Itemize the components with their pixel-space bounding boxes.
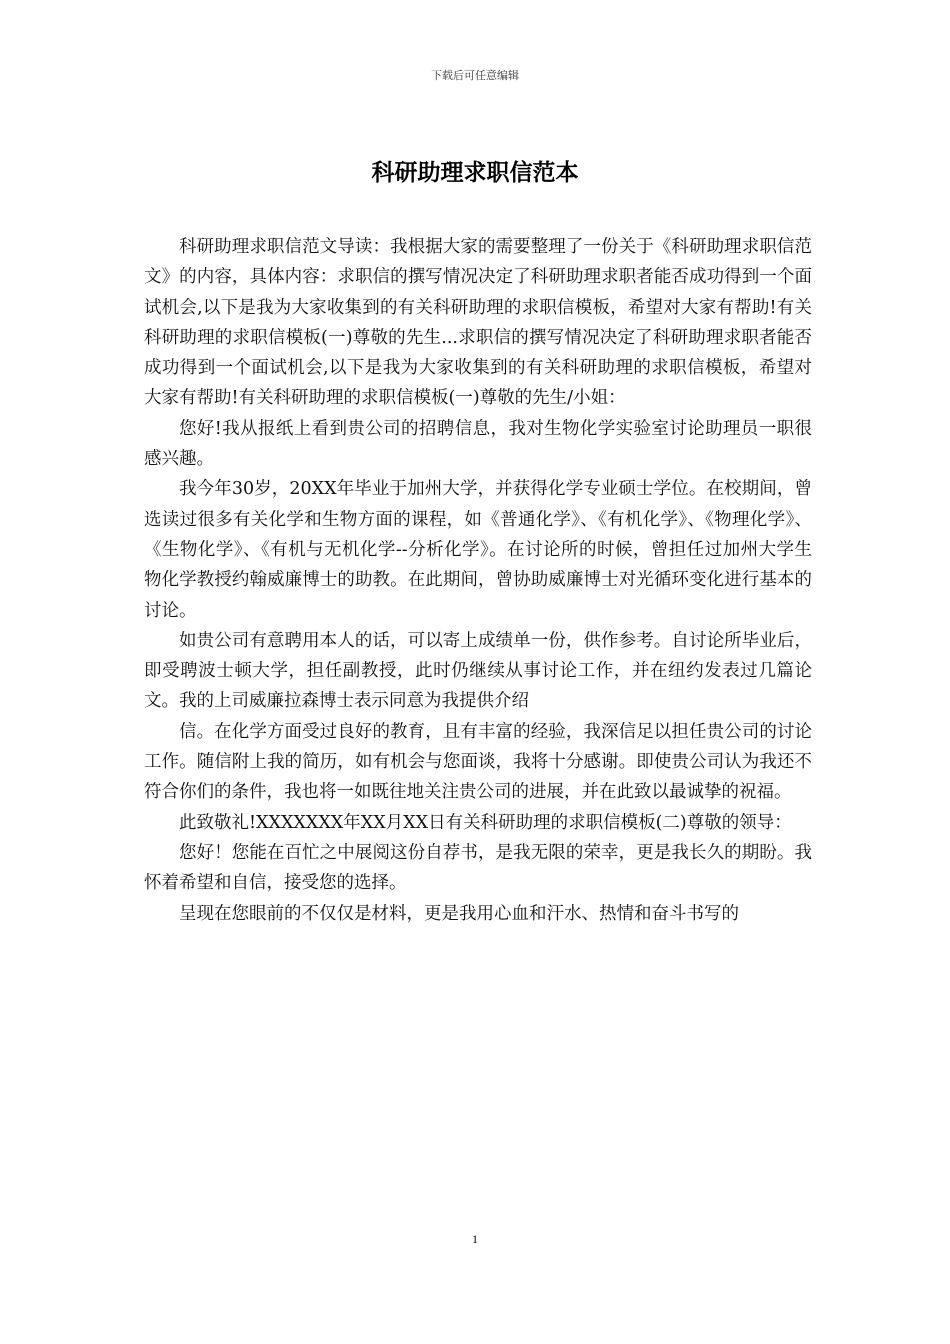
paragraph-salutation: 此致敬礼!XXXXXXX年XX月XX日有关科研助理的求职信模板(二)尊敬的领导： [179,812,792,833]
document-body [144,232,812,929]
paragraph-greeting: 您好!我从报纸上看到贵公司的招聘信息，我对生物化学实验室讨论助理员一职很感兴趣。 [144,418,812,470]
page-number: 1 [472,1232,478,1246]
paragraph-continuation: 呈现在您眼前的不仅仅是材料，更是我用心血和汗水、热情和奋斗书写的 [179,903,739,924]
document-title: 科研助理求职信范本 [371,160,579,186]
paragraph-background: 我今年30岁，20XX年毕业于加州大学，并获得化学专业硕士学位。在校期间，曾选读过很多有关化学和生物方面的课程，如《普通化学》、《有机化学》、《物理化学》、《生物化学》、《有机与无机化学--分析化学》。在讨论所的时候，曾担任过加州大学生物化学教授约翰威廉博士的助教。在此期间，曾协助威廉博士对光循环变化进行基本的讨论。 [144,479,812,621]
header-note: 下载后可任意编辑 [431,69,519,82]
paragraph-experience: 如贵公司有意聘用本人的话，可以寄上成绩单一份，供作参考。自讨论所毕业后，即受聘波士顿大学，担任副教授，此时仍继续从事讨论工作，并在纽约发表过几篇论文。我的上司威廉拉森博士表示同意为我提供介绍 [144,630,812,712]
paragraph-intro: 科研助理求职信范文导读：我根据大家的需要整理了一份关于《科研助理求职信范文》的内容，具体内容：求职信的撰写情况决定了科研助理求职者能否成功得到一个面试机会,以下是我为大家收集到的有关科研助理的求职信模板，希望对大家有帮助!有关科研助理的求职信模板(一)尊敬的先生...求职信的撰写情况决定了科研助理求职者能否成功得到一个面试机会,以下是我为大家收集到的有关科研助理的求职信模板，希望对大家有帮助!有关科研助理的求职信模板(一)尊敬的先生/小姐： [144,237,812,409]
paragraph-greeting-2: 您好！您能在百忙之中展阅这份自荐书，是我无限的荣幸，更是我长久的期盼。我怀着希望和自信，接受您的选择。 [144,842,812,894]
paragraph-closing: 信。在化学方面受过良好的教育，且有丰富的经验，我深信足以担任贵公司的讨论工作。随信附上我的简历，如有机会与您面谈，我将十分感谢。即使贵公司认为我还不符合你们的条件，我也将一如既往地关注贵公司的进展，并在此致以最诚挚的祝福。 [144,721,812,803]
